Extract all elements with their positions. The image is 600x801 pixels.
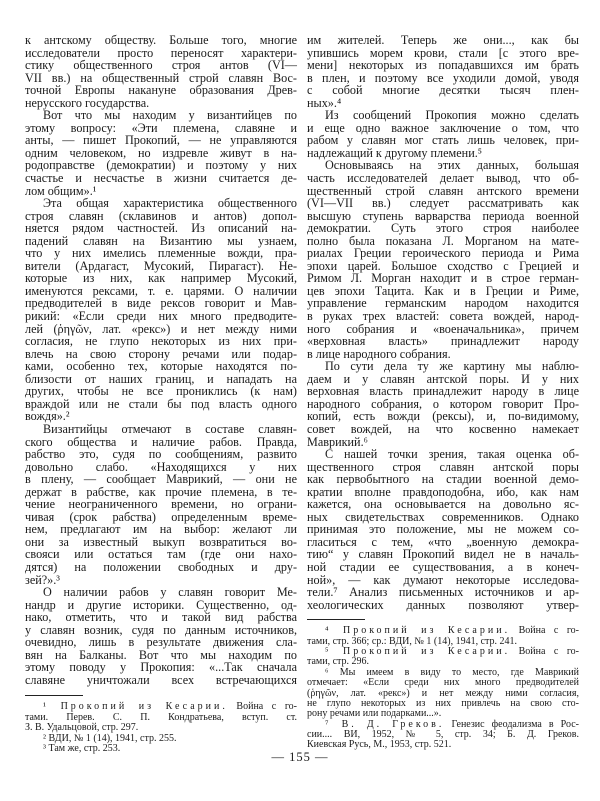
text-line: и еще одно важное заключение о том, что [307, 120, 579, 135]
footnote-divider [307, 619, 365, 620]
text-line: им жителей. Теперь же они..., как бы [307, 33, 579, 47]
text-line: анты, — пишет Прокопий, — не управляются [25, 133, 297, 148]
text-line: которые из них, как например Мусокий, [25, 271, 297, 286]
text-line: этому поводу у Прокопия: «...Так сначала [25, 660, 297, 675]
text-line: именуются рексами, т. е. царями. О наличии [25, 283, 297, 298]
text-line: у славян возник, судя по данным источников, [25, 622, 297, 637]
text-line: По сути дела ту же картину мы наблю- [325, 359, 579, 374]
footnote-author: ⁴ Прокопий из Кесарии. [325, 625, 511, 637]
footnote-text: (ῥηγῶν, лат. «рекс») и нет между ними согласия, [307, 687, 579, 699]
text-line: ной стадии ее существования, а в конеч- [307, 559, 579, 574]
footnote-text: Война с го- [227, 701, 298, 713]
text-line: очевидно, лишь в результате движения сла- [25, 635, 297, 650]
text-line: зей?».³ [25, 572, 60, 587]
footnote-text: Генезис феодализма в Рос- [444, 718, 580, 730]
text-line: полно была показана Л. Морганом на мате- [307, 233, 579, 248]
text-line: эпохи царей. Большое сходство с Грецией и [307, 258, 579, 273]
text-line: одним человеком, но издревле живут в на- [25, 145, 297, 160]
text-line: в лице народного собрания. [307, 346, 451, 361]
text-line: копий, есть вожди (рексы), и, по-видимому, [307, 409, 579, 424]
page-number: — 155 — [271, 750, 329, 764]
footnote-text: Война с го- [510, 625, 579, 637]
text-line: в руках трех властей: совета вождей, народ- [307, 309, 579, 324]
text-line: других, чтобы не все прониклись (к нам) [25, 384, 297, 399]
text-line: высшую ступень варварства периода военной [307, 208, 579, 223]
footnote-text: ⁶ Мы имеем в виду то место, где Маврикий [325, 666, 579, 678]
text-line: в плену, — сообщает Маврикий, — они не [25, 472, 297, 487]
paragraph [307, 159, 579, 360]
text-line: держат в рабстве, как прочие племена, в те- [25, 484, 297, 499]
footnote-text: рону речами или подарками...». [307, 708, 442, 720]
text-line: (VI—VII вв.) следует рассматривать как [307, 196, 579, 211]
text-line: Основываясь на этих данных, большая [325, 158, 579, 173]
text-line: что у них имелись племенные вожди, пра- [25, 246, 297, 261]
text-line: согласия, не глупо некоторых из них при- [25, 334, 297, 349]
text-line: Эта общая характеристика общественного [43, 196, 297, 211]
left-column [25, 34, 297, 754]
footnote-text: Киевская Русь, М., 1953, стр. 521. [307, 739, 452, 751]
text-line: строя славян (склавинов и антов) допол- [25, 208, 297, 223]
text-line: близости от наших границ, и нападать на [25, 371, 297, 386]
text-line: дятся) на положении свободных и дру- [25, 559, 297, 574]
footnote-text: тами, стр. 296. [307, 656, 370, 668]
text-line: кратии вполне правдоподобна, ибо, как нам [307, 484, 579, 499]
text-line: влечь на свою сторону речами или подар- [25, 346, 297, 361]
footnote-text: ³ Там же, стр. 253. [43, 743, 121, 754]
text-line: мени] некоторых из попадавшихся им брать [307, 58, 579, 73]
text-line: упившись морем крови, стали [с этого вре- [307, 45, 579, 60]
text-line: демократии. Суть этого строя наиболее [307, 221, 579, 236]
text-line: ками, особенно тех, которые находятся по- [25, 359, 297, 374]
text-line: счастье и несчастье в жизни считается де- [25, 171, 297, 186]
text-line: риалах Греции героического периода и Рима [307, 246, 579, 261]
paragraph [25, 34, 297, 109]
text-line: рикий: «Если среди них много предводите- [25, 309, 297, 324]
paragraph [307, 448, 579, 611]
paragraph [25, 197, 297, 423]
text-line: они за известный выкуп возвратиться во- [25, 534, 297, 549]
footnote-author: ¹ Прокопий из Кесарии. [43, 701, 228, 713]
text-line: враждой или не стали бы под власть одного [25, 396, 297, 411]
footnote-divider [25, 695, 83, 696]
text-line: точной Европы накануне образования Древ- [25, 83, 297, 98]
text-line: в плен, и поэтому все уходили домой, уводя [307, 70, 579, 85]
footnote-text: Война с го- [510, 645, 579, 657]
text-line: исследователи просто переносят характери- [25, 45, 297, 60]
footnote-text: тами, стр. 366; ср.: ВДИ, № 1 (14), 1941, стр. 241. [307, 635, 517, 647]
text-line: вян на Балканы. Вот что мы находим по [25, 647, 297, 662]
text-line: принимая это положение, мы не можем со- [307, 522, 579, 537]
text-line: щественного строя славян антской поры [307, 459, 579, 474]
footnote-author: ⁷ В. Д. Греков. [325, 718, 445, 730]
text-line: «верховная власть» принадлежит народу [307, 334, 579, 349]
text-line: к антскому обществу. Больше того, многие [25, 33, 297, 47]
text-line: О наличии рабов у славян говорит Ме- [43, 585, 297, 600]
footnote [307, 668, 579, 720]
footnote [307, 647, 579, 668]
text-line: лом общим».¹ [25, 183, 97, 198]
text-line: чение неограниченного времени, но ограни- [25, 497, 297, 512]
text-line: даем и у славян антской поры. И у них [307, 371, 579, 386]
text-line: стику общественного строя антов (VI— [25, 58, 297, 73]
right-column [307, 34, 579, 751]
footnote-text: ² ВДИ, № 1 (14), 1941, стр. 255. [43, 732, 177, 744]
text-line: родоправстве (демократии) и поэтому у них [25, 158, 297, 173]
footnote [25, 702, 297, 733]
footnote [307, 720, 579, 751]
text-line: совет вождей, на что косвенно намекает [307, 421, 579, 436]
footnote-author: ⁵ Прокопий из Кесарии. [325, 645, 511, 657]
text-line: надлежащий к другому племени.⁵ [307, 145, 483, 160]
text-line: няется рядом частностей. Из описаний на- [25, 221, 297, 236]
footnote-text: не глупо некоторых из них привлечь на свою сто- [307, 697, 579, 709]
footnote [307, 626, 579, 647]
paragraph [25, 109, 297, 197]
text-line: славяне уничтожали всех встречающихся [25, 672, 297, 687]
text-line: с собой многие десятки тысяч плен- [307, 83, 579, 98]
text-line: лей (ῥηγῶν, лат. «рекс») и нет между ними [25, 321, 297, 336]
text-line: предводителей в виде рексов говорит и Мав- [25, 296, 297, 311]
text-line: нерусского государства. [25, 95, 150, 110]
text-line: ной», — как думают некоторые исследова- [307, 572, 579, 587]
text-line: тию“ у славян Прокопий видел не в началь- [307, 547, 579, 562]
paragraph [25, 586, 297, 686]
text-line: VII вв.) на общественный строй славян Вос- [25, 70, 297, 85]
text-line: ных свидетельствах современников. Однако [307, 509, 579, 524]
text-line: свояси или остаться там (где они нахо- [25, 547, 297, 562]
text-line: народного собрания, о котором говорит Про- [307, 396, 579, 411]
text-line: нем, предлагают им на выбор: желают ли [25, 522, 297, 537]
text-line: кажется, она основывается на довольно яс- [307, 497, 579, 512]
text-line: Византийцы отмечают в составе славян- [43, 421, 297, 436]
text-line: ского общества и наличие рабов. Правда, [25, 434, 297, 449]
text-line: ного собрания и «военачальника», причем [307, 321, 579, 336]
footnote-text: тами. Перев. С. П. Кондратьева, вступ. ст. [25, 711, 297, 723]
text-line: С нашей точки зрения, такая оценка об- [325, 447, 579, 462]
footnote-text: отмечает: «Если среди них много предводителей [307, 677, 579, 689]
paragraph [25, 423, 297, 586]
text-line: тели.⁷ Анализ письменных источников и ар- [307, 585, 579, 600]
text-line: хеологических данных позволяют утвер- [307, 597, 579, 612]
footnote-text: З. В. Удальцовой, стр. 297. [25, 722, 139, 734]
text-line: рабство это, судя по сообщениям, развито [25, 447, 297, 462]
text-line: как первобытного на стадии военной демо- [307, 472, 579, 487]
text-line: Маврикий.⁶ [307, 434, 368, 449]
text-line: чивая (срок рабства) определенным време- [25, 509, 297, 524]
text-line: верховная власть принадлежит народу в лице [307, 384, 579, 399]
text-line: падений славян на Византию мы узнаем, [25, 233, 297, 248]
text-line: ных».⁴ [307, 95, 342, 110]
text-line: рабом у славян мог стать лишь человек, при- [307, 133, 579, 148]
text-line: вождя».² [25, 409, 70, 424]
paragraph [307, 360, 579, 448]
text-line: Римом Л. Морган находит и в строе герман- [307, 271, 579, 286]
text-line: вители (Ардагаст, Мусокий, Пирагаст). Не- [25, 258, 297, 273]
text-line: этому вопросу: «Эти племена, славяне и [25, 120, 297, 135]
text-line: Вот что мы находим у византийцев по [43, 108, 297, 123]
paragraph [307, 109, 579, 159]
text-line: нандр и другие историки. Существенно, од- [25, 597, 297, 612]
text-line: довольно слабо. «Находящихся у них [25, 459, 297, 474]
footnote-text: сии.... ВИ, 1952, № 5, стр. 34; Б. Д. Греков. [307, 729, 579, 741]
text-line: нако, отметить, что и такой вид рабства [25, 610, 297, 625]
text-line: гласиться с тем, «что „военную демокра- [307, 534, 579, 549]
text-line: щественный строй славян антского времени [307, 183, 579, 198]
text-line: цев эпохи Тацита. Как и в Греции и Риме, [307, 283, 579, 298]
text-line: управление германским народом находится [307, 296, 579, 311]
text-line: Из сообщений Прокопия можно сделать [325, 108, 579, 123]
paragraph [307, 34, 579, 109]
text-line: часть исследователей делает вывод, что об- [307, 171, 579, 186]
